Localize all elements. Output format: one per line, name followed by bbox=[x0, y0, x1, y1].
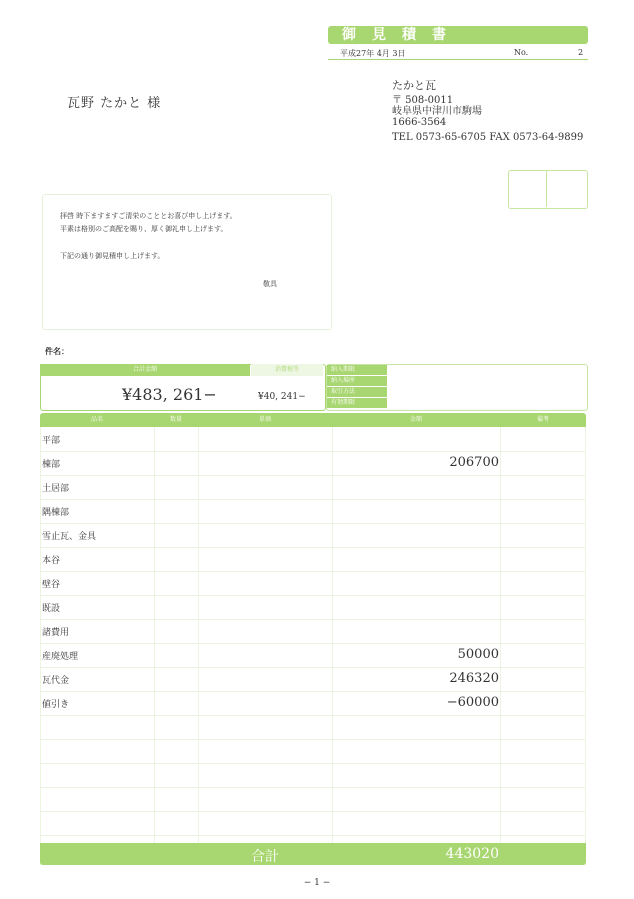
column-divider bbox=[198, 427, 199, 865]
company-name: たかと瓦 bbox=[392, 79, 436, 92]
row-line bbox=[40, 691, 586, 692]
table-row-amount: 50000 bbox=[457, 647, 499, 662]
table-row-item: 諸費用 bbox=[42, 628, 70, 638]
row-line bbox=[40, 547, 586, 548]
document-title: 御見積書 bbox=[328, 26, 588, 44]
total-amount-label: 合計金額 bbox=[40, 364, 250, 376]
validity-label: 有効期限 bbox=[327, 398, 387, 408]
table-row-amount: 206700 bbox=[449, 455, 499, 470]
table-border bbox=[40, 427, 41, 865]
stamp-box bbox=[508, 170, 588, 209]
delivery-date-label: 納入期限 bbox=[327, 365, 387, 375]
company-phone: TEL 0573-65-6705 FAX 0573-64-9899 bbox=[392, 132, 584, 143]
col-item-header: 品名 bbox=[90, 416, 103, 423]
greeting-line-3: 下記の通り御見積申し上げます。 bbox=[60, 252, 165, 260]
page-number: − 1 − bbox=[303, 878, 331, 888]
tax-amount: ¥40, 241− bbox=[258, 392, 306, 402]
row-line bbox=[40, 451, 586, 452]
row-line bbox=[40, 499, 586, 500]
column-divider bbox=[500, 427, 501, 865]
greeting-box bbox=[42, 194, 332, 330]
greeting-closing: 敬具 bbox=[263, 280, 277, 288]
stamp-divider bbox=[546, 170, 547, 207]
payment-method-label: 取引方法 bbox=[327, 387, 387, 397]
row-line bbox=[40, 667, 586, 668]
company-block bbox=[392, 80, 583, 143]
table-row-item: 瓦代金 bbox=[42, 676, 70, 686]
row-line bbox=[40, 643, 586, 644]
tax-label: 消費税等 bbox=[251, 364, 323, 376]
col-qty-header: 数量 bbox=[169, 416, 182, 423]
column-divider bbox=[154, 427, 155, 865]
table-border bbox=[585, 427, 586, 865]
row-line bbox=[40, 571, 586, 572]
table-row-item: 棟部 bbox=[42, 460, 61, 470]
table-row-item: 本谷 bbox=[42, 556, 61, 566]
row-line bbox=[40, 523, 586, 524]
issue-date: 平成27年 4月 3日 bbox=[340, 49, 406, 58]
row-line bbox=[40, 715, 586, 716]
subject-label: 件名： bbox=[45, 346, 69, 356]
table-row-item: 壁谷 bbox=[42, 580, 61, 590]
table-row-item: 産廃処理 bbox=[42, 652, 79, 662]
row-line bbox=[40, 835, 586, 836]
greeting-line-2: 平素は格別のご高配を賜り、厚く御礼申し上げます。 bbox=[60, 225, 228, 233]
column-divider bbox=[332, 427, 333, 865]
row-line bbox=[40, 763, 586, 764]
table-row-item: 値引き bbox=[42, 700, 70, 710]
row-line bbox=[40, 595, 586, 596]
table-row-item: 土居部 bbox=[42, 484, 70, 494]
number-value: 2 bbox=[578, 48, 584, 57]
company-postal: 〒 508-0011 bbox=[392, 95, 454, 106]
delivery-place-label: 納入場所 bbox=[327, 376, 387, 386]
row-line bbox=[40, 619, 586, 620]
row-line bbox=[40, 739, 586, 740]
row-line bbox=[40, 811, 586, 812]
total-amount: ¥483, 261− bbox=[122, 385, 217, 404]
greeting-line-1: 拝啓 時下ますますご清栄のこととお喜び申し上げます。 bbox=[60, 212, 237, 220]
recipient-name: 瓦野 たかと 様 bbox=[67, 96, 162, 111]
table-row-item: 平部 bbox=[42, 436, 61, 446]
col-amount-header: 金額 bbox=[409, 416, 422, 423]
company-address: 岐阜県中津川市駒場 bbox=[392, 106, 482, 117]
col-price-header: 単価 bbox=[258, 416, 271, 423]
col-notes-header: 備考 bbox=[536, 416, 549, 423]
table-row-item: 雪止瓦、金具 bbox=[42, 532, 97, 542]
company-block-number: 1666-3564 bbox=[392, 117, 447, 128]
table-row-amount: 246320 bbox=[449, 671, 499, 686]
table-row-item: 既設 bbox=[42, 604, 61, 614]
header-divider bbox=[328, 59, 588, 60]
table-row-item: 隅棟部 bbox=[42, 508, 70, 518]
grand-total: 443020 bbox=[445, 846, 499, 862]
grand-total-label: 合計 bbox=[251, 849, 279, 865]
table-row-amount: −60000 bbox=[446, 695, 499, 710]
number-label: No. bbox=[514, 48, 529, 57]
row-line bbox=[40, 475, 586, 476]
row-line bbox=[40, 787, 586, 788]
